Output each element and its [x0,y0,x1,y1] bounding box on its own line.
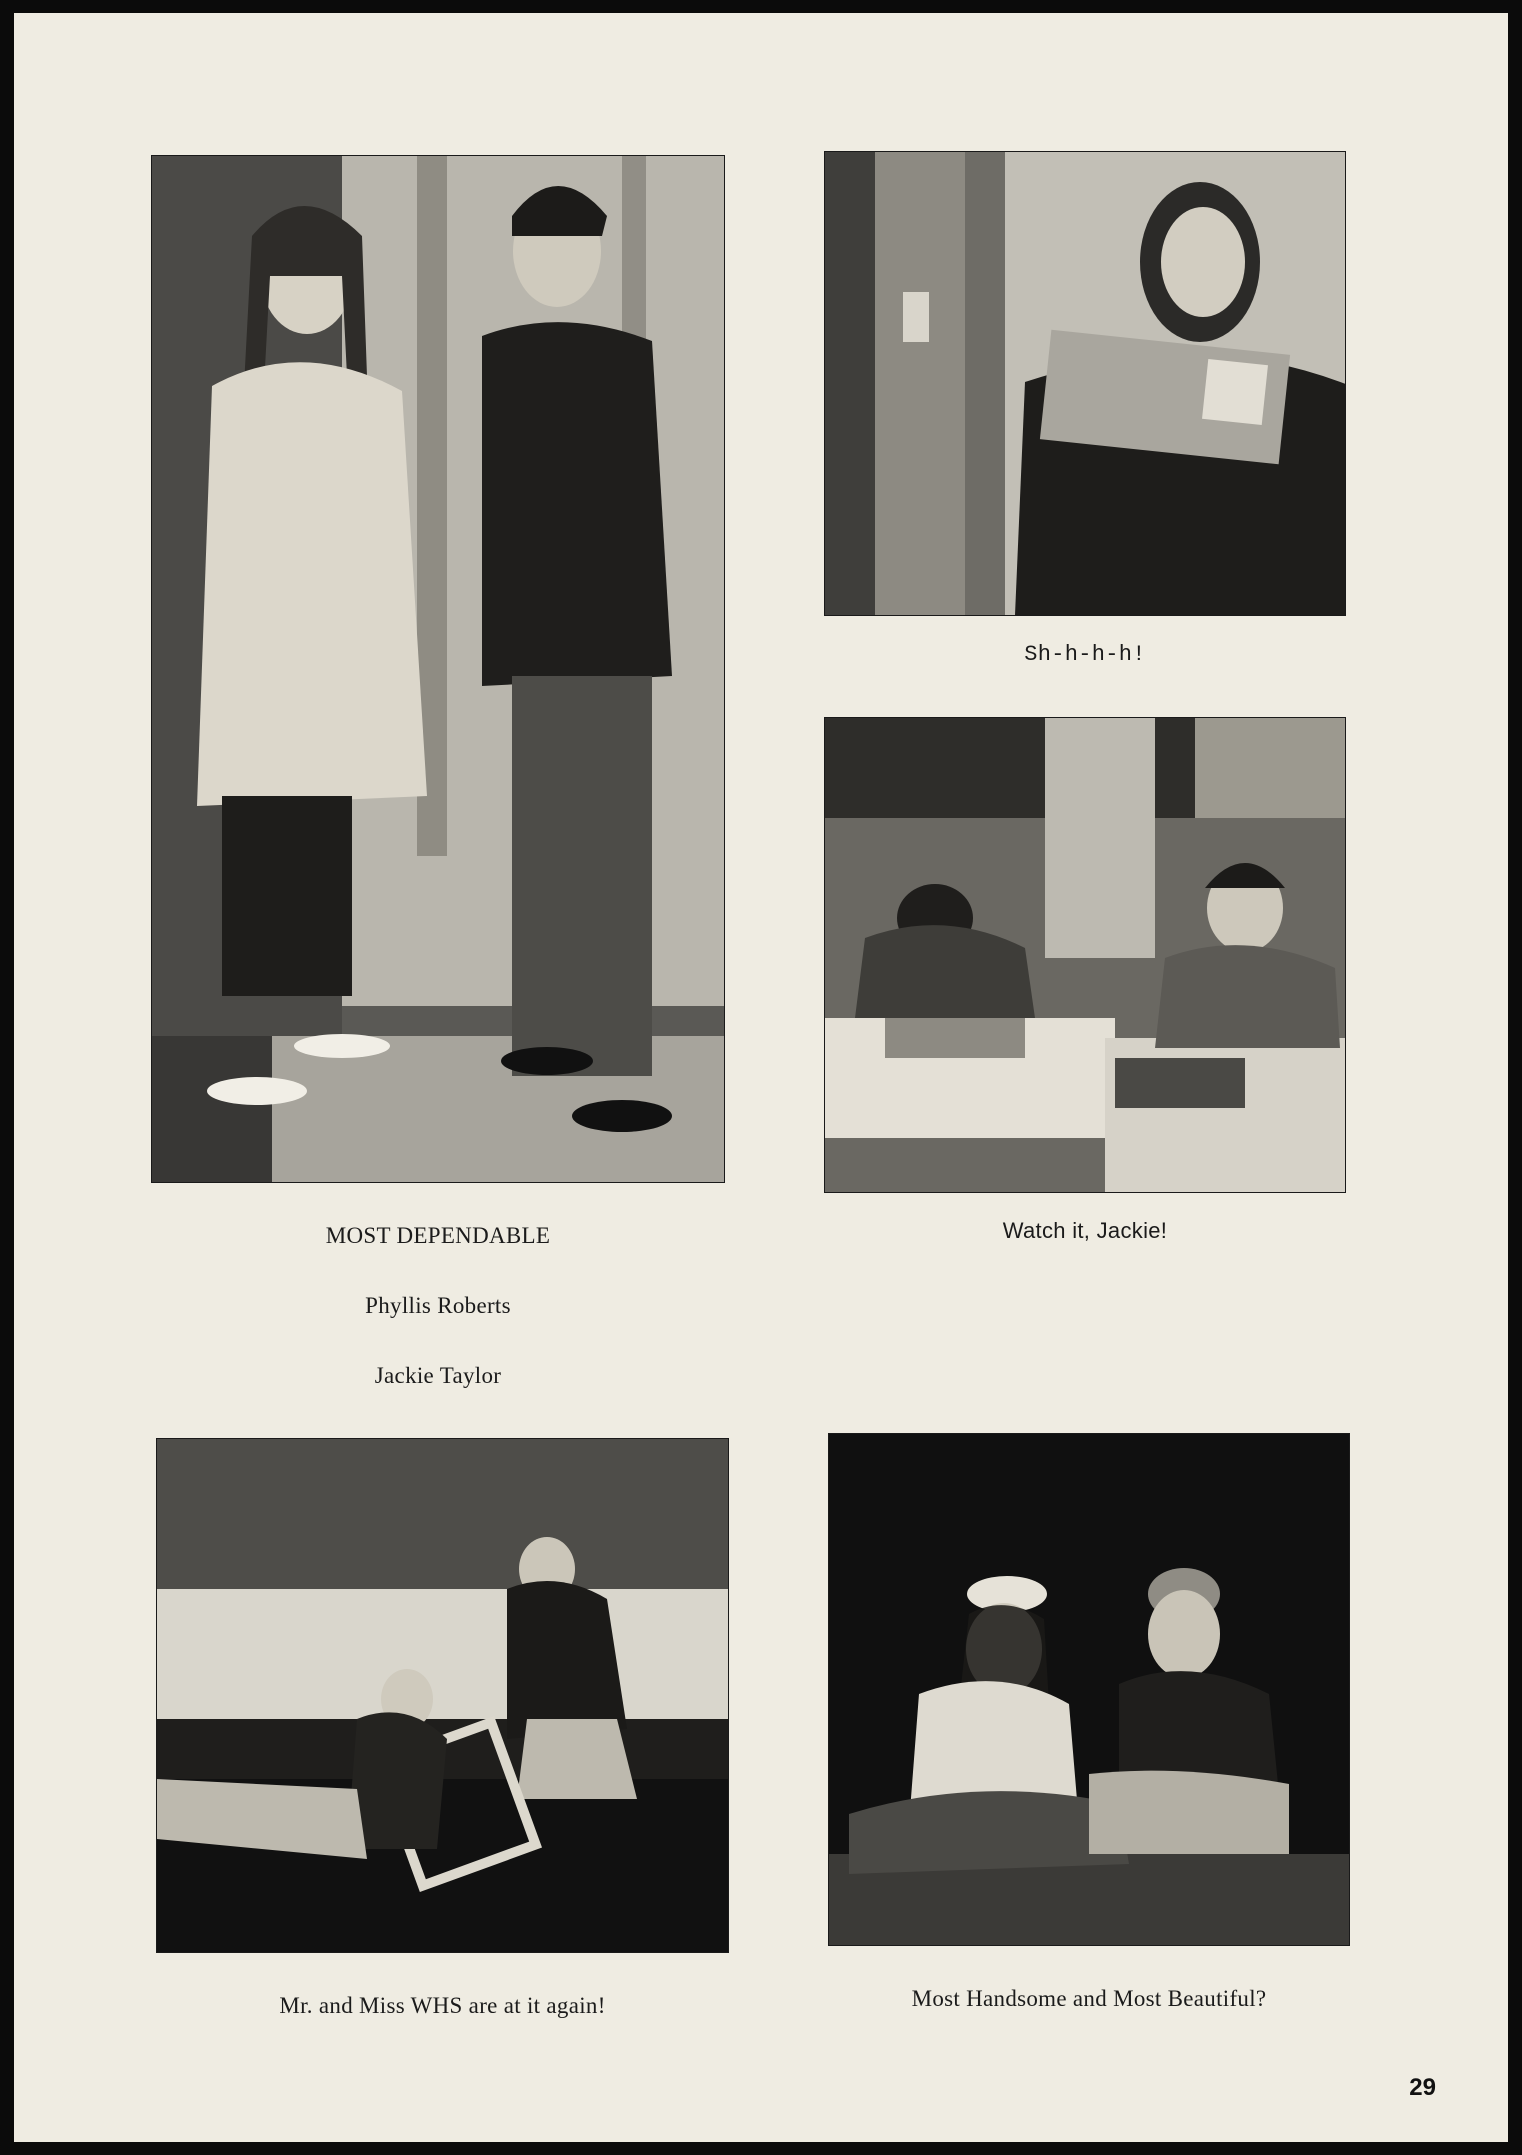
photo-couple-with-chair [157,1439,728,1952]
caption-name-phyllis: Phyllis Roberts [365,1293,511,1318]
caption-watch-it-jackie: Watch it, Jackie! [1002,1218,1168,1243]
page-number: 29 [1409,2074,1436,2101]
yearbook-page [14,13,1508,2142]
caption-name-jackie: Jackie Taylor [374,1363,502,1388]
photo-students-at-desks [825,718,1345,1192]
caption-most-dependable: MOST DEPENDABLE [325,1223,551,1248]
caption-shhh: Sh-h-h-h! [1024,642,1146,667]
photo-girl-reading-book [825,152,1345,615]
photo-couple-at-door [152,156,724,1182]
caption-most-handsome: Most Handsome and Most Beautiful? [911,1986,1267,2011]
caption-mr-and-miss-whs: Mr. and Miss WHS are at it again! [279,1993,606,2018]
photo-costumed-couple-on-stage [829,1434,1349,1945]
